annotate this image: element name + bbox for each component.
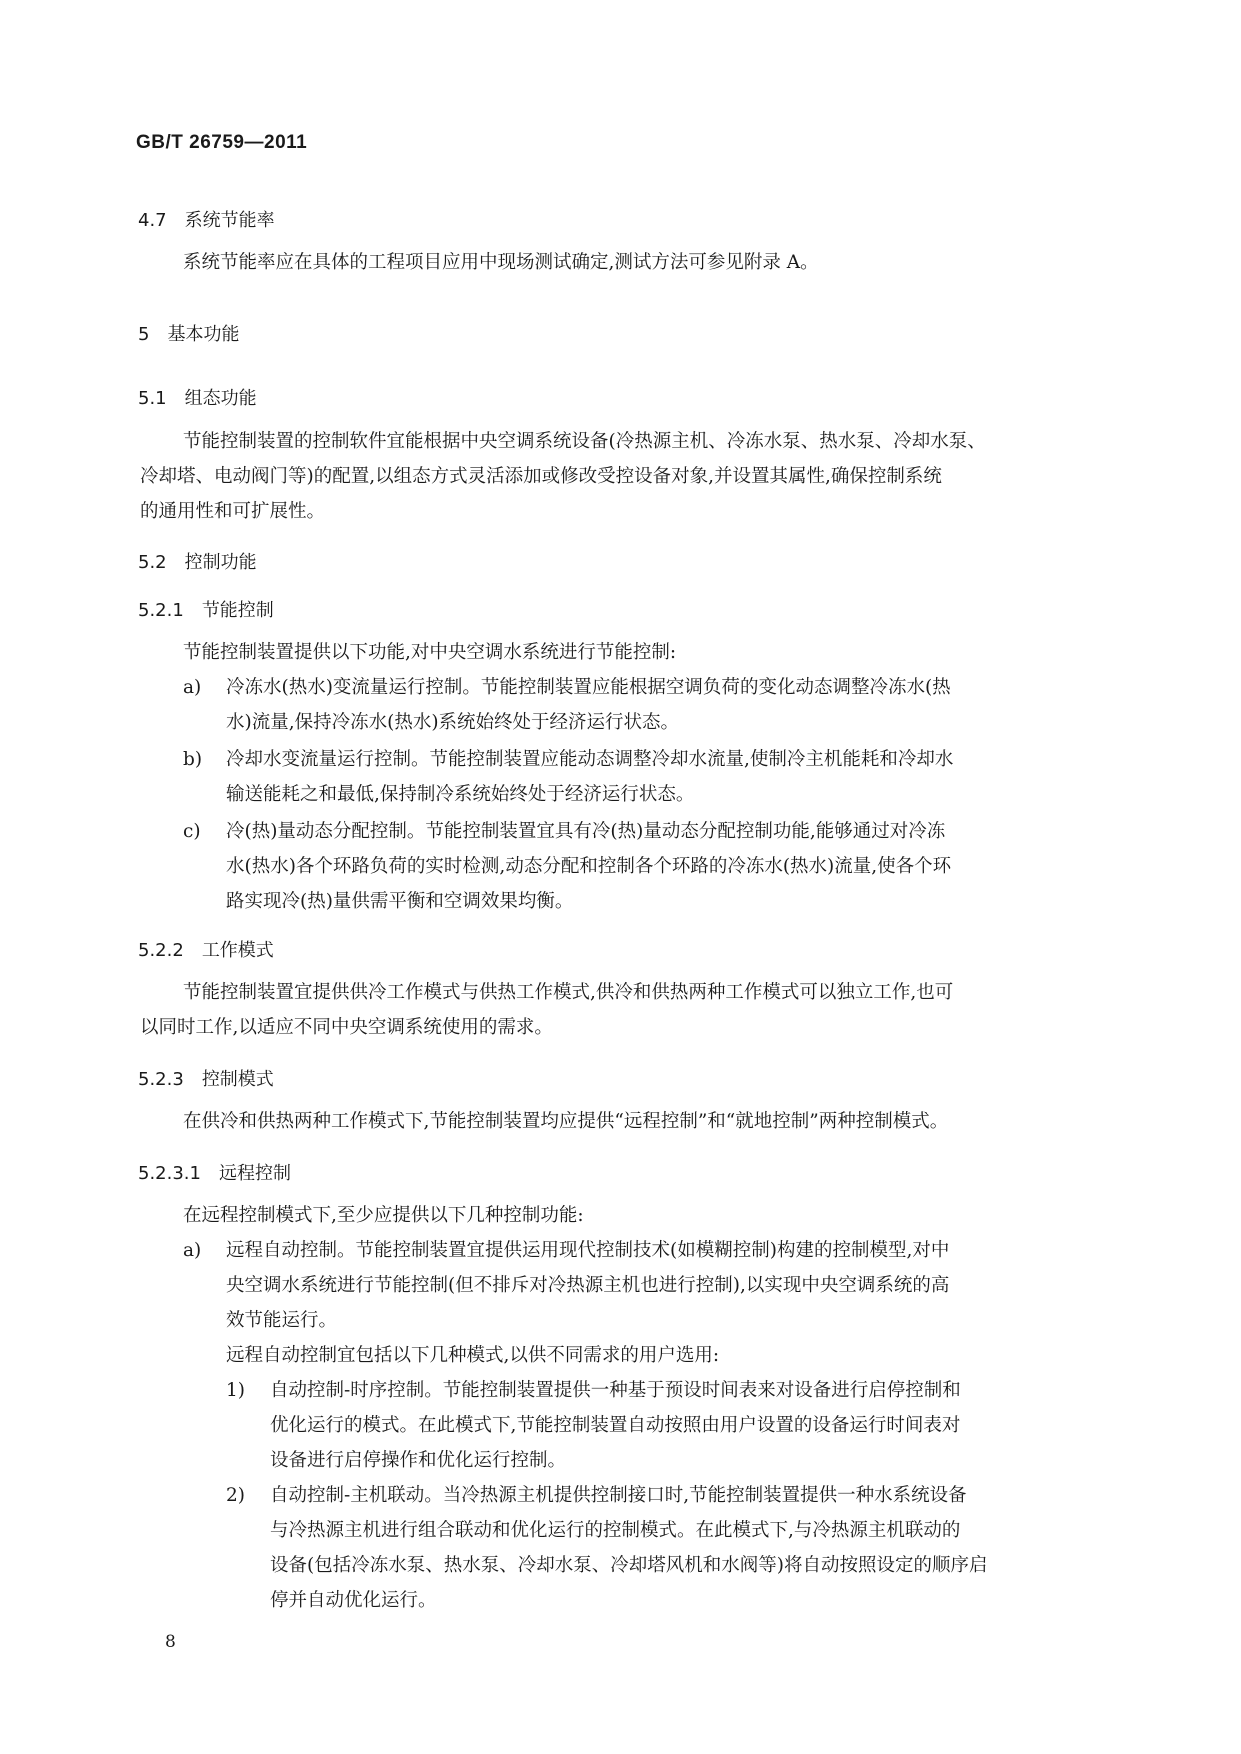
standard-code: GB/T 26759—2011: [136, 132, 308, 153]
list-item-line: 路实现冷(热)量供需平衡和空调效果均衡。: [226, 891, 574, 912]
section-number: 5.2.3.1: [138, 1163, 201, 1184]
paragraph-line: 以同时工作,以适应不同中央空调系统使用的需求。: [140, 1017, 553, 1038]
section-number: 5.2.3: [138, 1069, 184, 1090]
section-number: 5.2.1: [138, 600, 184, 621]
list-item-line: 自动控制-时序控制。节能控制装置提供一种基于预设时间表来对设备进行启停控制和: [270, 1380, 961, 1401]
list-item-line: 远程自动控制宜包括以下几种模式,以供不同需求的用户选用:: [226, 1345, 720, 1366]
section-number: 4.7: [138, 210, 167, 231]
list-label: a): [183, 677, 202, 698]
list-item-line: 优化运行的模式。在此模式下,节能控制装置自动按照由用户设置的设备运行时间表对: [270, 1415, 961, 1436]
section-heading-5-2-3: [138, 1065, 274, 1091]
paragraph-line: 的通用性和可扩展性。: [140, 501, 326, 522]
section-heading-5-2-3-1: [138, 1159, 291, 1185]
section-heading-5-2-2: [138, 936, 274, 962]
section-heading-4-7: [138, 206, 275, 232]
section-heading-5-2-1: [138, 596, 274, 622]
section-title: 远程控制: [218, 1163, 291, 1184]
list-item-line: 央空调水系统进行节能控制(但不排斥对冷热源主机也进行控制),以实现中央空调系统的高: [226, 1275, 950, 1296]
section-title: 系统节能率: [184, 210, 275, 231]
section-heading-5: [138, 320, 239, 346]
section-title: 控制模式: [201, 1069, 274, 1090]
list-item-line: 冷却水变流量运行控制。节能控制装置应能动态调整冷却水流量,使制冷主机能耗和冷却水: [226, 749, 954, 770]
list-item-line: 效节能运行。: [226, 1310, 338, 1331]
list-label: a): [183, 1240, 202, 1261]
paragraph: 在远程控制模式下,至少应提供以下几种控制功能:: [183, 1205, 584, 1226]
list-item-line: 远程自动控制。节能控制装置宜提供运用现代控制技术(如模糊控制)构建的控制模型,对中: [226, 1240, 950, 1261]
paragraph: 在供冷和供热两种工作模式下,节能控制装置均应提供“远程控制”和“就地控制”两种控制模式。: [183, 1111, 949, 1132]
list-item-line: 冷(热)量动态分配控制。节能控制装置宜具有冷(热)量动态分配控制功能,能够通过对冷冻: [226, 821, 946, 842]
paragraph-line: 冷却塔、电动阀门等)的配置,以组态方式灵活添加或修改受控设备对象,并设置其属性,确保控制系统: [140, 466, 942, 487]
section-title: 组态功能: [184, 388, 257, 409]
list-item-line: 设备进行启停操作和优化运行控制。: [270, 1450, 567, 1471]
section-number: 5.1: [138, 388, 167, 409]
paragraph-line: 节能控制装置的控制软件宜能根据中央空调系统设备(冷热源主机、冷冻水泵、热水泵、冷却水泵、: [183, 431, 986, 452]
section-heading-5-2: [138, 548, 257, 574]
list-item-line: 水)流量,保持冷冻水(热水)系统始终处于经济运行状态。: [226, 712, 680, 733]
list-item-line: 输送能耗之和最低,保持制冷系统始终处于经济运行状态。: [226, 784, 695, 805]
section-number: 5.2.2: [138, 940, 184, 961]
section-title: 基本功能: [167, 324, 240, 345]
list-item-line: 停并自动优化运行。: [270, 1590, 437, 1611]
list-item-line: 冷冻水(热水)变流量运行控制。节能控制装置应能根据空调负荷的变化动态调整冷冻水(热: [226, 677, 951, 698]
section-heading-5-1: [138, 384, 257, 410]
section-title: 工作模式: [201, 940, 274, 961]
section-number: 5.2: [138, 552, 167, 573]
list-label: 2): [226, 1485, 245, 1506]
list-item-line: 设备(包括冷冻水泵、热水泵、冷却水泵、冷却塔风机和水阀等)将自动按照设定的顺序启: [270, 1555, 988, 1576]
list-label: 1): [226, 1380, 245, 1401]
section-number: 5: [138, 324, 150, 345]
list-item-line: 自动控制-主机联动。当冷热源主机提供控制接口时,节能控制装置提供一种水系统设备: [270, 1485, 967, 1506]
list-item-line: 与冷热源主机进行组合联动和优化运行的控制模式。在此模式下,与冷热源主机联动的: [270, 1520, 961, 1541]
list-label: c): [183, 821, 201, 842]
paragraph-line: 节能控制装置宜提供供冷工作模式与供热工作模式,供冷和供热两种工作模式可以独立工作,也可: [183, 982, 954, 1003]
list-item-line: 水(热水)各个环路负荷的实时检测,动态分配和控制各个环路的冷冻水(热水)流量,使各个环: [226, 856, 952, 877]
paragraph: 系统节能率应在具体的工程项目应用中现场测试确定,测试方法可参见附录 A。: [183, 252, 819, 273]
paragraph: 节能控制装置提供以下功能,对中央空调水系统进行节能控制:: [183, 642, 677, 663]
page-number: 8: [165, 1632, 176, 1652]
section-title: 控制功能: [184, 552, 257, 573]
list-label: b): [183, 749, 203, 770]
section-title: 节能控制: [201, 600, 274, 621]
